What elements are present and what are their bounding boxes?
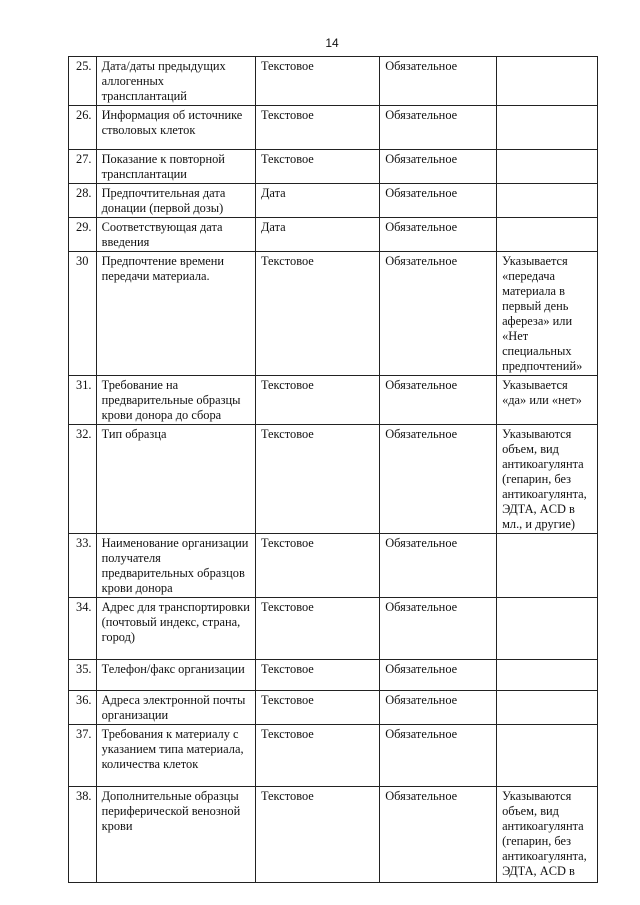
field-type: Текстовое <box>255 660 379 691</box>
field-name: Дополнительные образцы периферической венозной крови <box>96 787 255 883</box>
field-requirement: Обязательное <box>380 150 497 184</box>
requirements-table <box>68 56 598 883</box>
row-number: 28. <box>69 184 97 218</box>
field-requirement: Обязательное <box>380 57 497 106</box>
row-number: 25. <box>69 57 97 106</box>
table-row <box>69 534 598 598</box>
field-name: Требование на предварительные образцы крови донора до сбора <box>96 376 255 425</box>
field-requirement: Обязательное <box>380 252 497 376</box>
field-note: Указывается «передача материала в первый день афереза» или «Нет специальных предпочтений» <box>497 252 598 376</box>
table-row <box>69 150 598 184</box>
field-type: Текстовое <box>255 106 379 150</box>
field-note <box>497 57 598 106</box>
field-type: Текстовое <box>255 598 379 660</box>
field-name: Телефон/факс организации <box>96 660 255 691</box>
row-number: 26. <box>69 106 97 150</box>
row-number: 34. <box>69 598 97 660</box>
row-number: 31. <box>69 376 97 425</box>
table-row <box>69 252 598 376</box>
field-name: Показание к повторной трансплантации <box>96 150 255 184</box>
table-row <box>69 660 598 691</box>
table-row <box>69 425 598 534</box>
field-note <box>497 184 598 218</box>
row-number: 27. <box>69 150 97 184</box>
field-name: Информация об источнике стволовых клеток <box>96 106 255 150</box>
field-requirement: Обязательное <box>380 218 497 252</box>
field-note <box>497 150 598 184</box>
field-note: Указываются объем, вид антикоагулянта (гепарин, без антикоагулянта, ЭДТА, ACD в <box>497 787 598 883</box>
field-requirement: Обязательное <box>380 184 497 218</box>
table-row <box>69 376 598 425</box>
table-row <box>69 725 598 787</box>
field-requirement: Обязательное <box>380 425 497 534</box>
field-note <box>497 534 598 598</box>
field-name: Адреса электронной почты организации <box>96 691 255 725</box>
field-name: Тип образца <box>96 425 255 534</box>
table-row <box>69 691 598 725</box>
field-name: Адрес для транспортировки (почтовый индекс, страна, город) <box>96 598 255 660</box>
field-type: Дата <box>255 184 379 218</box>
field-type: Текстовое <box>255 376 379 425</box>
row-number: 38. <box>69 787 97 883</box>
field-type: Текстовое <box>255 252 379 376</box>
field-type: Текстовое <box>255 150 379 184</box>
table-row <box>69 57 598 106</box>
field-type: Текстовое <box>255 725 379 787</box>
row-number: 37. <box>69 725 97 787</box>
table-row <box>69 106 598 150</box>
field-type: Текстовое <box>255 691 379 725</box>
table-row <box>69 218 598 252</box>
field-type: Дата <box>255 218 379 252</box>
field-note: Указываются объем, вид антикоагулянта (гепарин, без антикоагулянта, ЭДТА, ACD в мл., и другие) <box>497 425 598 534</box>
field-type: Текстовое <box>255 534 379 598</box>
field-requirement: Обязательное <box>380 787 497 883</box>
field-note <box>497 106 598 150</box>
field-requirement: Обязательное <box>380 725 497 787</box>
row-number: 35. <box>69 660 97 691</box>
field-note <box>497 598 598 660</box>
field-requirement: Обязательное <box>380 660 497 691</box>
row-number: 29. <box>69 218 97 252</box>
row-number: 32. <box>69 425 97 534</box>
field-name: Требования к материалу с указанием типа материала, количества клеток <box>96 725 255 787</box>
field-note <box>497 660 598 691</box>
field-requirement: Обязательное <box>380 598 497 660</box>
field-type: Текстовое <box>255 57 379 106</box>
table-body <box>69 57 598 883</box>
field-note: Указывается «да» или «нет» <box>497 376 598 425</box>
row-number: 33. <box>69 534 97 598</box>
row-number: 36. <box>69 691 97 725</box>
field-requirement: Обязательное <box>380 376 497 425</box>
field-name: Соответствующая дата введения <box>96 218 255 252</box>
field-requirement: Обязательное <box>380 106 497 150</box>
field-type: Текстовое <box>255 425 379 534</box>
table-row <box>69 598 598 660</box>
field-note <box>497 691 598 725</box>
table-row <box>69 184 598 218</box>
field-note <box>497 218 598 252</box>
field-name: Наименование организации получателя предварительных образцов крови донора <box>96 534 255 598</box>
field-name: Предпочтение времени передачи материала. <box>96 252 255 376</box>
field-note <box>497 725 598 787</box>
field-requirement: Обязательное <box>380 534 497 598</box>
field-requirement: Обязательное <box>380 691 497 725</box>
row-number: 30 <box>69 252 97 376</box>
field-name: Предпочтительная дата донации (первой дозы) <box>96 184 255 218</box>
field-type: Текстовое <box>255 787 379 883</box>
page-number: 14 <box>325 36 339 50</box>
field-name: Дата/даты предыдущих аллогенных трансплантаций <box>96 57 255 106</box>
table-row <box>69 787 598 883</box>
